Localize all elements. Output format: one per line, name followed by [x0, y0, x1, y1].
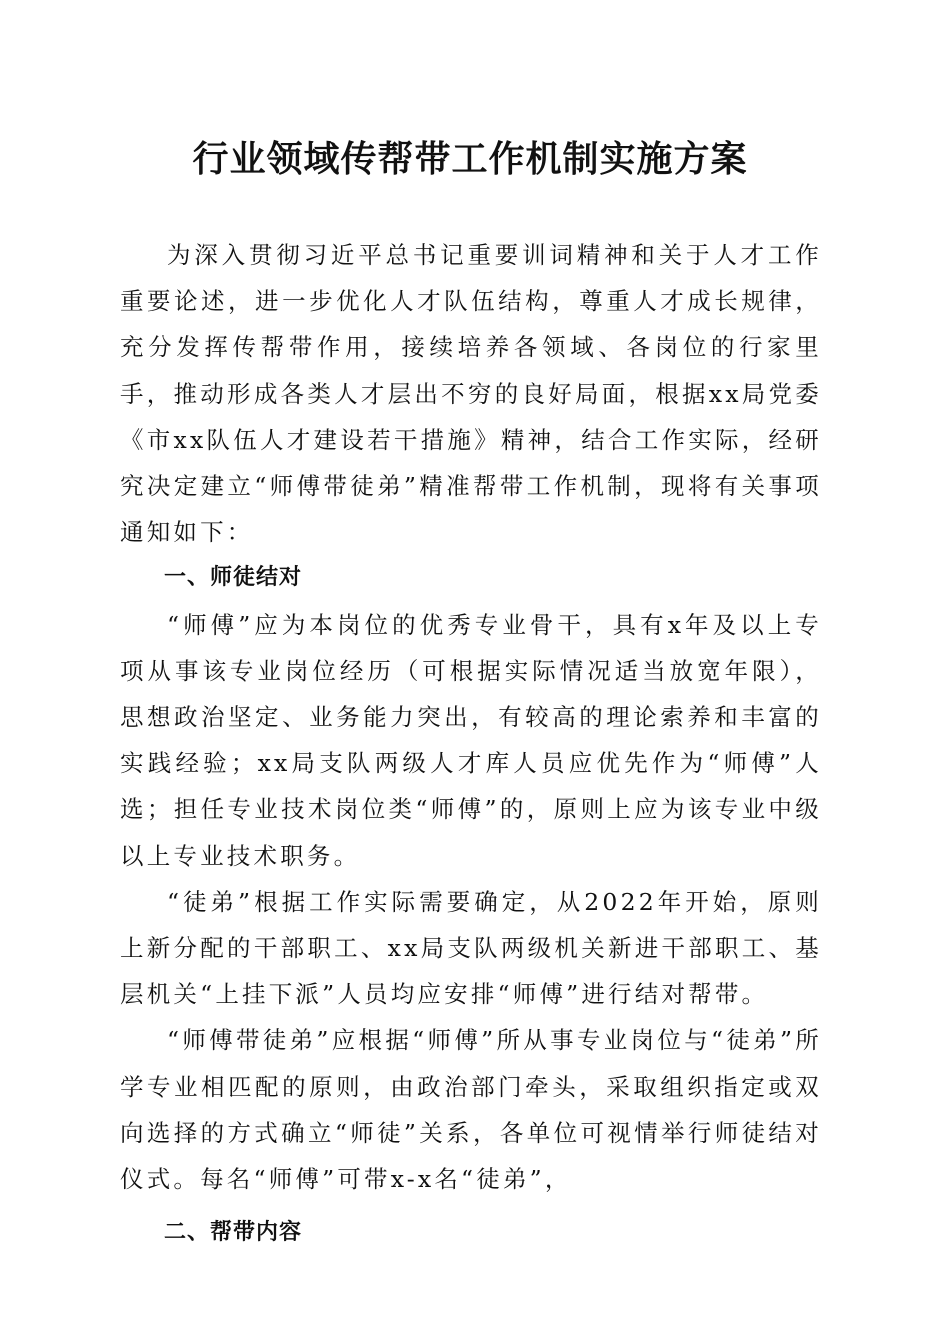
section-1-paragraph-1: “师傅”应为本岗位的优秀专业骨干，具有x年及以上专项从事该专业岗位经历（可根据实际情况适当放宽年限），思想政治坚定、业务能力突出，有较高的理论索养和丰富的实践经验；xx局支队两级人才库人员应优先作为“师傅”人选；担任专业技术岗位类“师傅”的，原则上应为该专业中级以上专业技术职务。 [120, 610, 822, 870]
section-1-paragraph-3: “师傅带徒弟”应根据“师傅”所从事专业岗位与“徒弟”所学专业相匹配的原则，由政治部门牵头，采取组织指定或双向选择的方式确立“师徒”关系，各单位可视情举行师徒结对仪式。每名“师傅”可带x-x名“徒弟”， [120, 1026, 822, 1194]
section-1-paragraph-2: “徒弟”根据工作实际需要确定，从2022年开始，原则上新分配的干部职工、xx局支队两级机关新进干部职工、基层机关“上挂下派”人员均应安排“师傅”进行结对帮带。 [120, 887, 822, 1009]
document-body [120, 232, 822, 1256]
document-title: 行业领域传帮带工作机制实施方案 [192, 138, 748, 180]
section-heading-2: 二、帮带内容 [164, 1220, 303, 1246]
intro-paragraph: 为深入贯彻习近平总书记重要训词精神和关于人才工作重要论述，进一步优化人才队伍结构，尊重人才成长规律，充分发挥传帮带作用，接续培养各领域、各岗位的行家里手，推动形成各类人才层出不穷的良好局面，根据xx局党委《市xx队伍人才建设若干措施》精神，结合工作实际，经研究决定建立“师傅带徒弟”精准帮带工作机制，现将有关事项通知如下： [120, 241, 822, 547]
section-heading-1: 一、师徒结对 [164, 565, 303, 591]
